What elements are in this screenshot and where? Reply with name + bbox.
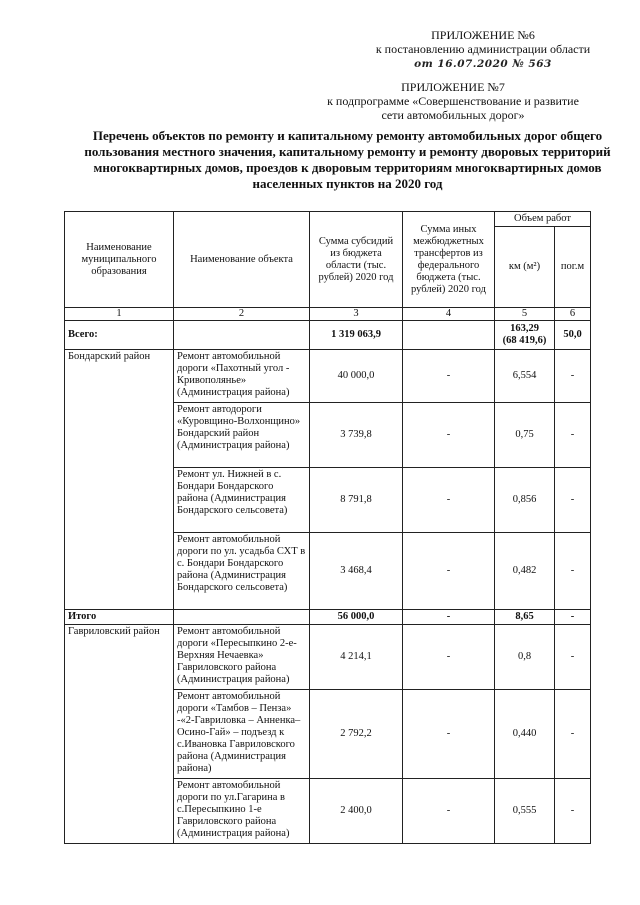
- document-title: Перечень объектов по ремонту и капитальному ремонту автомобильных дорог общего пользования местного значения, капитальному ремонту и ремонту дворовых территорий многоквартирных домов, проездов к дворовым территориям многоквартирных домов населенных пунктов на 2020 год: [84, 128, 611, 191]
- subsidy-cell: 3 739,8: [310, 403, 403, 468]
- table-row: [65, 350, 591, 403]
- grand-total-km-line1: 163,29: [510, 323, 539, 334]
- column-number-row: [65, 308, 591, 321]
- grand-total-subsidy: 1 319 063,9: [310, 321, 403, 350]
- col-number: 5: [495, 308, 555, 321]
- appendix-7-reference-line1: к подпрограмме «Совершенствование и развитие: [327, 94, 579, 108]
- grand-total-running-m: 50,0: [555, 321, 591, 350]
- transfers-cell: -: [403, 533, 495, 610]
- km-cell: 0,8: [495, 625, 555, 690]
- running-m-cell: -: [555, 403, 591, 468]
- col-number: 4: [403, 308, 495, 321]
- subtotal-km: 8,65: [495, 610, 555, 625]
- col-number: 6: [555, 308, 591, 321]
- km-cell: 0,555: [495, 779, 555, 844]
- km-cell: 0,75: [495, 403, 555, 468]
- transfers-cell: -: [403, 350, 495, 403]
- running-m-cell: -: [555, 690, 591, 779]
- running-m-cell: -: [555, 468, 591, 533]
- subtotal-subsidy: 56 000,0: [310, 610, 403, 625]
- appendix-6-reference: к постановлению администрации области: [375, 42, 591, 56]
- table-header-row: [65, 212, 591, 227]
- running-m-cell: -: [555, 533, 591, 610]
- appendix-6-block: [368, 28, 598, 71]
- subsidy-cell: 4 214,1: [310, 625, 403, 690]
- object-name: Ремонт автомобильной дороги «Пахотный угол - Кривополянье» (Администрация района): [174, 350, 310, 403]
- grand-total-transfers: [403, 321, 495, 350]
- handwritten-date-number: от 16.07.2020 № 563: [414, 58, 552, 70]
- transfers-cell: -: [403, 468, 495, 533]
- running-m-cell: -: [555, 350, 591, 403]
- header-transfers: Сумма иных межбюджетных трансфертов из федерального бюджета (тыс. рублей) 2020 год: [403, 212, 495, 308]
- grand-total-km: [495, 321, 555, 350]
- subsidy-cell: 2 400,0: [310, 779, 403, 844]
- transfers-cell: -: [403, 779, 495, 844]
- km-cell: 0,482: [495, 533, 555, 610]
- header-km: км (м²): [495, 227, 555, 308]
- col-number: 2: [174, 308, 310, 321]
- km-cell: 0,856: [495, 468, 555, 533]
- table-row: [65, 625, 591, 690]
- object-name: Ремонт автомобильной дороги «Тамбов – Пенза» -«2-Гавриловка – Анненка–Осино-Гай» – подъезд к с.Ивановка Гавриловского района (Администрация района): [174, 690, 310, 779]
- km-cell: 6,554: [495, 350, 555, 403]
- transfers-cell: -: [403, 625, 495, 690]
- district-name: Бондарский район: [65, 350, 174, 610]
- header-subsidy: Сумма субсидий из бюджета области (тыс. рублей) 2020 год: [310, 212, 403, 308]
- header-volume: Объем работ: [495, 212, 591, 227]
- running-m-cell: -: [555, 625, 591, 690]
- appendix-7-reference-line2: сети автомобильных дорог»: [381, 108, 525, 122]
- subsidy-cell: 8 791,8: [310, 468, 403, 533]
- running-m-cell: -: [555, 779, 591, 844]
- appendix-6-title: ПРИЛОЖЕНИЕ №6: [431, 28, 535, 42]
- objects-table: [64, 211, 591, 844]
- object-name: Ремонт ул. Нижней в с. Бондари Бондарского района (Администрация Бондарского сельсовета): [174, 468, 310, 533]
- col-number: 3: [310, 308, 403, 321]
- header-object: Наименование объекта: [174, 212, 310, 308]
- transfers-cell: -: [403, 403, 495, 468]
- district-name: Гавриловский район: [65, 625, 174, 844]
- grand-total-row: [65, 321, 591, 350]
- subsidy-cell: 2 792,2: [310, 690, 403, 779]
- transfers-cell: -: [403, 690, 495, 779]
- subtotal-object: [174, 610, 310, 625]
- appendix-7-block: [308, 80, 598, 122]
- col-number: 1: [65, 308, 174, 321]
- grand-total-object: [174, 321, 310, 350]
- subsidy-cell: 3 468,4: [310, 533, 403, 610]
- header-municipality: Наименование муниципального образования: [65, 212, 174, 308]
- subtotal-running-m: -: [555, 610, 591, 625]
- subtotal-transfers: -: [403, 610, 495, 625]
- object-name: Ремонт автодороги «Куровщино-Волхонщино» Бондарский район (Администрация района): [174, 403, 310, 468]
- km-cell: 0,440: [495, 690, 555, 779]
- subtotal-label: Итого: [65, 610, 174, 625]
- object-name: Ремонт автомобильной дороги по ул.Гагарина в с.Пересыпкино 1-е Гавриловского района (Администрация района): [174, 779, 310, 844]
- appendix-7-title: ПРИЛОЖЕНИЕ №7: [401, 80, 505, 94]
- object-name: Ремонт автомобильной дороги «Пересыпкино 2-е-Верхняя Нечаевка» Гавриловского района (Администрация района): [174, 625, 310, 690]
- object-name: Ремонт автомобильной дороги по ул. усадьба СХТ в с. Бондари Бондарского района (Администрация Бондарского сельсовета): [174, 533, 310, 610]
- grand-total-label: Всего:: [65, 321, 174, 350]
- subtotal-row: [65, 610, 591, 625]
- header-running-m: пог.м: [555, 227, 591, 308]
- grand-total-km-line2: (68 419,6): [502, 335, 547, 346]
- subsidy-cell: 40 000,0: [310, 350, 403, 403]
